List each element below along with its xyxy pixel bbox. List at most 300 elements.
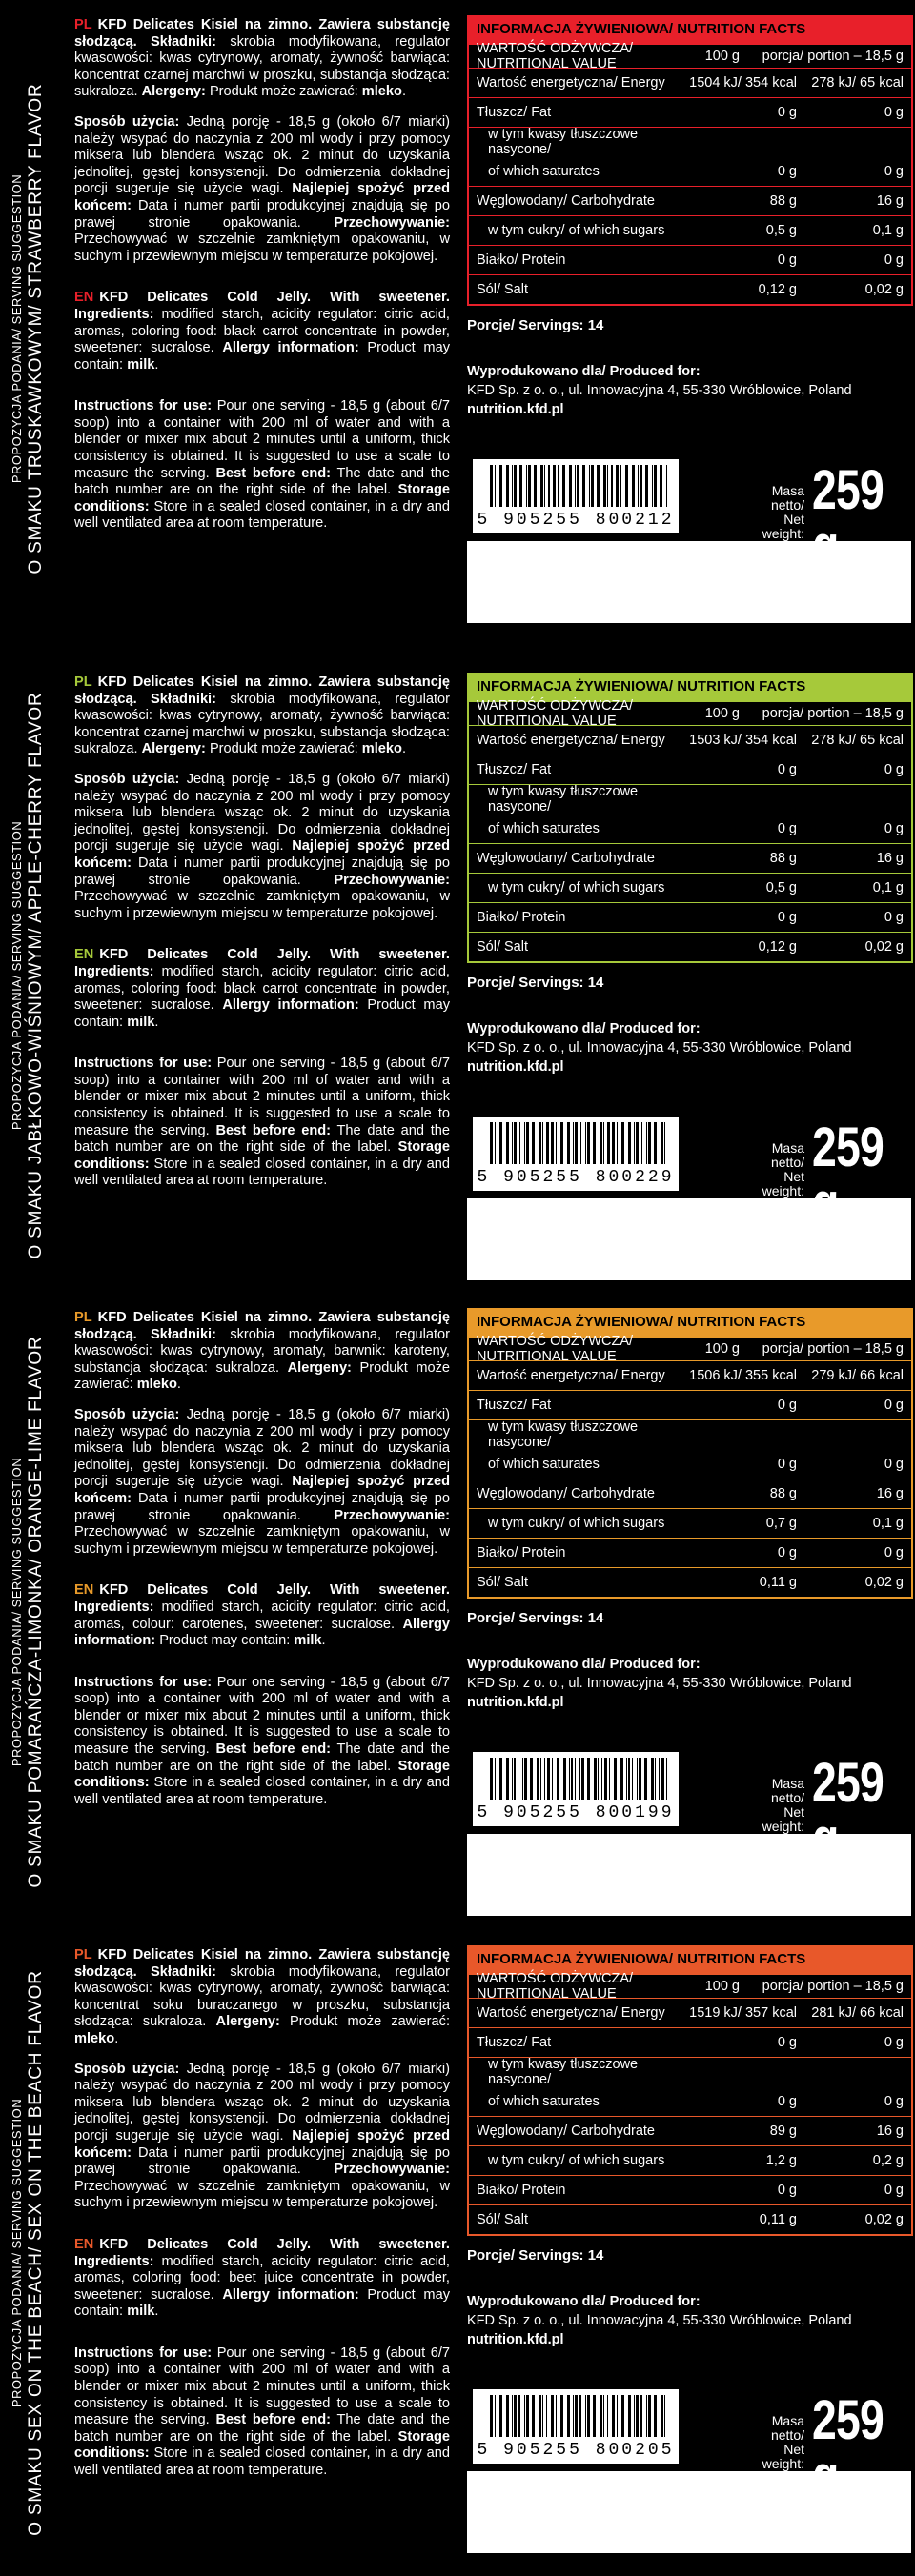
en-best-before-text: The date and the batch number are on the right side of the label. [74,1122,450,1156]
pl-language-tag: PL [74,17,92,32]
en-ingredients-text: modified starch, acidity regulator: citric acid, aromas, coloring food: beet juice concentrate in powder, sweetener: sucralose. [74,2253,450,2303]
pl-best-before-label: Najlepiej spożyć przed końcem: [74,1474,451,1506]
pl-product-name: KFD Delicates Kisiel na zimno. Zawiera substancję słodzącą. Składniki: [74,1947,450,1980]
barcode-bar [519,465,522,507]
barcode-bar [539,1122,541,1164]
value-per-100g: 88 g [769,1486,797,1501]
value-per-100g: 0 g [777,2035,797,2050]
producer-website: nutrition.kfd.pl [467,1059,564,1075]
nutrition-column [467,673,911,1198]
barcode-bar [644,1758,647,1800]
header-per-100g: 100 g [704,1979,740,1994]
value-per-100g: 88 g [769,193,797,209]
value-per-portion: 0,02 g [864,939,904,955]
header-per-portion: porcja/ portion – 18,5 g [762,1341,904,1357]
nutrient-name: w tym kwasy tłuszczowe nasycone/ [488,784,639,815]
barcode-bar [547,1758,550,1800]
barcode [473,459,679,533]
pl-usage-text: Jedną porcję - 18,5 g (około 6/7 miarki) należy wsypać do naczynia z 200 ml wody i przy pomocy miksera lub blendera wsząc ok. 2 minut do uzyskania jednolitej, gęstej konsystencji. Do odmierzenia dokładnej porcji sugeruje się użycie wagi. [74,771,450,855]
barcode-number: 5 905255 800212 [477,511,675,530]
producer-website: nutrition.kfd.pl [467,2332,564,2347]
nutrient-name: of which saturates [488,821,600,836]
pl-usage-text: Jedną porcję - 18,5 g (około 6/7 miarki) należy wsypać do naczynia z 200 ml wody i przy pomocy miksera lub blendera wsząc ok. 2 minut do uzyskania jednolitej, gęstej konsystencji. Do odmierzenia dokładnej porcji sugeruje się użycie wagi. [74,2061,450,2143]
nutrition-column [467,1308,911,1834]
flavor-name: O SMAKU SEX ON THE BEACH/ SEX ON THE BEACH FLAVOR [26,1970,47,2536]
nutrient-name: Sól/ Salt [477,2212,528,2227]
nutrient-name: Wartość energetyczna/ Energy [477,1368,665,1383]
serving-suggestion-text: PROPOZYCJA PODANIA/ SERVING SUGGESTION [10,173,24,484]
nutrition-row [469,1449,911,1479]
barcode-bar [660,465,662,507]
produced-for-title: Wyprodukowano dla/ Produced for: [467,2294,701,2309]
barcode-bar [514,1758,516,1800]
barcode-bar [552,1758,553,1800]
value-per-portion: 0 g [884,762,904,777]
servings-count: Porcje/ Servings: 14 [467,1610,604,1626]
barcode-bar [661,1758,664,1800]
barcode-bar [579,2395,581,2437]
value-per-portion: 16 g [876,851,904,866]
en-storage-text: Store in a sealed closed container, in a dry and well ventilated area at room temperature. [74,1775,450,1807]
value-per-100g: 1,2 g [765,2153,797,2168]
barcode-bar [626,1758,627,1800]
nutrient-name: Sól/ Salt [477,282,528,297]
en-usage-label: Instructions for use: [74,1674,213,1690]
pl-storage-text: Przechowywać w szczelnie zamkniętym opakowaniu, w suchym i przewiewnym miejscu w temperaturze pokojowej. [74,231,450,264]
pl-ingredients-paragraph: PL KFD Delicates Kisiel na zimno. Zawiera substancję słodzącą. Składniki: skrobia modyfikowana, regulator kwasowości: kwas cytrynowy, aromaty, żywność barwiąca: koncentrat soku buraczanego w proszku, substancja słodząca: sukraloza. Alergeny: Produkt może zawierać: mleko. [74,1947,450,2046]
pl-ingredients-text: skrobia modyfikowana, regulator kwasowości: kwas cytrynowy, aromaty, żywność barwiąca: koncentrat czarnej marchwi w proszku, substancja słodząca: sukraloza. [74,691,450,757]
header-per-portion: porcja/ portion – 18,5 g [762,706,904,721]
nutrition-row [469,902,911,932]
barcode-bar [603,1122,604,1164]
nutrition-table-title: INFORMACJA ŻYWIENIOWA/ NUTRITION FACTS [469,1310,911,1337]
en-allergy-text: Product may contain: [74,997,451,1030]
en-ingredients-paragraph: EN KFD Delicates Cold Jelly. With sweetener. Ingredients: modified starch, acidity regulator: citric acid, aromas, colour: carotenes, sweetener: sucralose. Allergy information: Product may contain: milk. [74,1582,450,1649]
value-per-100g: 0,11 g [759,2212,797,2227]
value-per-100g: 0 g [777,105,797,120]
en-storage-text: Store in a sealed closed container, in a dry and well ventilated area at room temperature. [74,1156,450,1189]
value-per-100g: 0 g [777,252,797,268]
barcode-bar [495,465,496,507]
batch-date-box [467,541,911,623]
produced-for-title: Wyprodukowano dla/ Produced for: [467,364,701,379]
nutrient-name: Tłuszcz/ Fat [477,105,552,120]
nutrient-name: Węglowodany/ Carbohydrate [477,1486,655,1501]
en-allergy-label: Allergy information: [222,2286,359,2303]
nutrition-table [467,1308,913,1599]
barcode-bar [528,465,531,507]
nutrition-row [469,2175,911,2204]
barcode-bar [654,1122,657,1164]
barcode-bar [640,465,642,507]
pl-allergy-item: mleko [361,741,402,757]
en-product-name: KFD Delicates Cold Jelly. With sweetener. Ingredients: [74,947,450,979]
nutrient-name: Tłuszcz/ Fat [477,1398,552,1413]
barcode [473,1752,679,1826]
ingredients-column [74,674,450,1203]
en-ingredients-paragraph: EN KFD Delicates Cold Jelly. With sweetener. Ingredients: modified starch, acidity regulator: citric acid, aromas, coloring food: black carrot concentrate in powder, sweetener: sucralose. Allergy information: Product may contain: milk. [74,947,451,1030]
nutrition-table-title: INFORMACJA ŻYWIENIOWA/ NUTRITION FACTS [469,1947,911,1974]
barcode-bars [490,1122,667,1164]
net-weight-value: 259 [812,459,884,521]
barcode-bar [512,2395,513,2437]
nutrient-name: Wartość energetyczna/ Energy [477,75,665,91]
en-best-before-label: Best before end: [215,1741,332,1758]
barcode-bar [575,1122,578,1164]
barcode-bar [546,1122,549,1164]
pl-storage-label: Przechowywanie: [334,872,450,888]
flavor-label-panel [0,1930,915,2576]
barcode-bar [637,1758,638,1800]
barcode-bar [600,2395,602,2437]
barcode-bar [664,2395,665,2437]
value-per-portion: 0,1 g [872,223,904,238]
value-per-100g: 0,12 g [758,282,797,297]
pl-allergy-label: Alergeny: [215,2014,280,2030]
barcode-bar [611,465,613,507]
en-usage-label: Instructions for use: [74,2345,213,2361]
value-per-100g: 0,5 g [765,880,797,896]
pl-allergy-label: Alergeny: [287,1359,352,1376]
en-allergy-item: milk [127,1014,155,1030]
pl-storage-label: Przechowywanie: [334,1507,450,1523]
barcode-bar [603,465,606,507]
barcode-bar [577,465,580,507]
pl-best-before-text: Data i numer partii produkcyjnej znajdują się po prawej stronie opakowania. [74,1490,450,1523]
value-per-portion: 0 g [884,164,904,179]
nutrition-row [469,245,911,274]
barcode-bar [620,1758,623,1800]
barcode-bars [490,1758,667,1800]
net-weight-label-en: Net weight: [762,512,804,541]
value-per-portion: 0 g [884,910,904,925]
barcode-bar [634,1122,635,1164]
barcode-bar [575,1758,576,1800]
pl-usage-text: Jedną porcję - 18,5 g (około 6/7 miarki) należy wsypać do naczynia z 200 ml wody i przy pomocy miksera lub blendera wsząc ok. 2 minut do uzyskania jednolitej, gęstej konsystencji. Do odmierzenia dokładnej porcji sugeruje się użycie wagi. [74,113,450,197]
pl-ingredients-text: skrobia modyfikowana, regulator kwasowości: kwas cytrynowy, aromaty, żywność barwiąca: koncentrat czarnej marchwi w proszku, substancja słodząca: sukraloza. [74,33,450,100]
barcode-bar [575,465,576,507]
barcode-bar [499,2395,502,2437]
header-nutritional-value: WARTOŚĆ ODŻYWCZA/ NUTRITIONAL VALUE [477,1971,634,2002]
value-per-portion: 0,02 g [864,2212,904,2227]
value-per-100g: 0,7 g [765,1516,797,1531]
barcode-bar [614,1758,617,1800]
flavor-name: O SMAKU JABŁKOWO-WIŚNIOWYM/ APPLE-CHERRY FLAVOR [26,691,47,1259]
barcode-bar [648,1122,651,1164]
nutrition-row [469,814,911,843]
barcode-bar [532,1122,535,1164]
pl-ingredients-paragraph: PL KFD Delicates Kisiel na zimno. Zawiera substancję słodzącą. Składniki: skrobia modyfikowana, regulator kwasowości: kwas cytrynowy, aromaty, barwnik: karoteny, substancja słodząca: sukraloza. Alergeny: Produkt może zawierać: mleko. [74,1310,451,1393]
nutrition-row [469,2086,911,2116]
barcode-bar [575,2395,578,2437]
en-storage-label: Storage conditions: [74,1139,450,1172]
value-per-100g: 1503 kJ/ 354 kcal [689,733,797,748]
header-per-100g: 100 g [704,49,740,64]
nutrition-table-body [469,1998,911,2234]
nutrient-name: of which saturates [488,2094,600,2109]
pl-storage-text: Przechowywać w szczelnie zamkniętym opakowaniu, w suchym i przewiewnym miejscu w temperaturze pokojowej. [74,1524,450,1557]
value-per-portion: 0 g [884,821,904,836]
pl-best-before-label: Najlepiej spożyć przed końcem: [74,838,451,871]
producer-address: KFD Sp. z o. o., ul. Innowacyjna 4, 55-330 Wróblowice, Poland [467,1676,852,1691]
barcode-bar [607,2395,608,2437]
en-language-tag: EN [74,1582,94,1599]
nutrition-row [469,725,911,755]
pl-usage-paragraph [74,1407,450,1558]
barcode-bar [625,465,628,507]
barcode-bar [562,465,565,507]
produced-for [467,1019,911,1077]
value-per-100g: 0 g [777,1457,797,1472]
barcode-bar [526,1122,529,1164]
nutrition-table-title: INFORMACJA ŻYWIENIOWA/ NUTRITION FACTS [469,17,911,44]
barcode-bar [560,1122,563,1164]
barcode-bar [506,1758,509,1800]
barcode-bar [558,465,559,507]
barcode-bar [556,2395,557,2437]
nutrition-table-title: INFORMACJA ŻYWIENIOWA/ NUTRITION FACTS [469,674,911,701]
nutrient-name: Tłuszcz/ Fat [477,762,552,777]
value-per-100g: 0 g [777,1398,797,1413]
barcode-number: 5 905255 800205 [477,2441,675,2460]
nutrient-name: w tym cukry/ of which sugars [488,223,665,238]
barcode-bar [526,2395,529,2437]
pl-ingredients-paragraph: PL KFD Delicates Kisiel na zimno. Zawiera substancję słodzącą. Składniki: skrobia modyfikowana, regulator kwasowości: kwas cytrynowy, aromaty, żywność barwiąca: koncentrat czarnej marchwi w proszku, substancja słodząca: sukraloza. Alergeny: Produkt może zawierać: mleko. [74,674,450,757]
flavor-name: O SMAKU POMARAŃCZA-LIMONKA/ ORANGE-LIME FLAVOR [26,1335,47,1888]
value-per-portion: 281 kJ/ 66 kcal [811,2005,904,2021]
barcode-bar [514,1122,517,1164]
flavor-label-panel [0,0,915,657]
en-usage-paragraph [74,398,450,533]
barcode-bar [655,1758,656,1800]
barcode-bar [490,1122,493,1164]
en-ingredients-paragraph: EN KFD Delicates Cold Jelly. With sweetener. Ingredients: modified starch, acidity regulator: citric acid, aromas, coloring food: beet juice concentrate in powder, sweetener: sucralose. Allergy information: Product may contain: milk. [74,2236,451,2320]
barcode [473,1117,679,1191]
side-banner [0,0,57,657]
barcode-bar [499,1758,502,1800]
en-storage-text: Store in a sealed closed container, in a dry and well ventilated area at room temperature. [74,498,450,532]
barcode-bar [524,1122,525,1164]
side-banner [0,657,57,1293]
nutrition-row [469,68,911,97]
barcode-bar [603,2395,604,2437]
barcode-bar [607,1122,610,1164]
pl-usage-label: Sposób użycia: [74,1406,180,1422]
value-per-100g: 0 g [777,164,797,179]
pl-best-before-text: Data i numer partii produkcyjnej znajdują się po prawej stronie opakowania. [74,2144,450,2178]
barcode-bars [490,2395,667,2437]
header-per-portion: porcja/ portion – 18,5 g [762,49,904,64]
value-per-portion: 0,1 g [872,880,904,896]
barcode-bar [495,1758,496,1800]
barcode-bar [512,1758,513,1800]
barcode-bar [546,2395,547,2437]
en-language-tag: EN [74,2236,94,2252]
flavor-label-panel [0,1293,915,1930]
en-language-tag: EN [74,290,94,306]
net-weight-label [743,1141,804,1198]
value-per-100g: 1504 kJ/ 354 kcal [689,75,797,91]
produced-for-title: Wyprodukowano dla/ Produced for: [467,1657,701,1672]
pl-allergy-item: mleko [136,1377,177,1393]
barcode-bar [506,2395,509,2437]
value-per-100g: 88 g [769,851,797,866]
barcode-bar [548,465,550,507]
value-per-portion: 0 g [884,2035,904,2050]
net-weight-label [743,2414,804,2471]
barcode-bar [567,2395,570,2437]
serving-suggestion-text: PROPOZYCJA PODANIA/ SERVING SUGGESTION [10,820,24,1130]
batch-date-box [467,1834,911,1916]
barcode-bar [589,465,590,507]
ingredients-column [74,17,450,546]
nutrition-row [469,843,911,873]
en-ingredients-paragraph: EN KFD Delicates Cold Jelly. With sweetener. Ingredients: modified starch, acidity regulator: citric acid, aromas, coloring food: black carrot concentrate in powder, sweetener: sucralose. Allergy information: Product may contain: milk. [74,290,451,372]
barcode-bar [518,2395,520,2437]
barcode-bar [581,1758,584,1800]
net-weight-label [743,484,804,541]
en-allergy-item: milk [127,356,155,372]
barcode-bar [542,2395,543,2437]
en-storage-label: Storage conditions: [74,1758,450,1791]
en-usage-paragraph [74,2345,450,2480]
nutrition-column [467,1945,911,2471]
en-usage-text: Pour one serving - 18,5 g (about 6/7 soop) into a container with 200 ml of water and with a blender or mixer mix about 2 minutes until a uniform, thick consistency is obtained. It is suggested to use a scale to measure the serving. [74,1056,450,1138]
barcode-bar [617,2395,618,2437]
net-weight-label [743,1777,804,1834]
producer-address: KFD Sp. z o. o., ul. Innowacyjna 4, 55-330 Wróblowice, Poland [467,383,852,398]
barcode-bar [499,465,502,507]
pl-allergy-label: Alergeny: [141,84,206,100]
barcode-bar [540,465,543,507]
barcode-bar [651,1758,654,1800]
nutrient-name: Wartość energetyczna/ Energy [477,2005,665,2021]
nutrition-row [469,1479,911,1508]
nutrition-table [467,673,913,963]
barcode-bar [490,2395,493,2437]
en-usage-text: Pour one serving - 18,5 g (about 6/7 soop) into a container with 200 ml of water and with a blender or mixer mix about 2 minutes until a uniform, thick consistency is obtained. It is suggested to use a scale to measure the serving. [74,398,450,481]
barcode-bar [514,465,517,507]
nutrient-name: of which saturates [488,1457,600,1472]
servings-count: Porcje/ Servings: 14 [467,317,604,333]
flavor-label-panel [0,657,915,1293]
nutrition-table-header [469,1971,911,2002]
barcode-bar [639,1758,641,1800]
pl-language-tag: PL [74,1947,92,1962]
nutrition-row [469,932,911,961]
barcode-bar [526,465,527,507]
pl-usage-text: Jedną porcję - 18,5 g (około 6/7 miarki) należy wsypać do naczynia z 200 ml wody i przy pomocy miksera lub blendera wsząc ok. 2 minut do uzyskania jednolitej, gęstej konsystencji. Do odmierzenia dokładnej porcji sugeruje się użycie wagi. [74,1406,450,1490]
nutrition-row [469,215,911,245]
produced-for [467,2292,911,2349]
value-per-portion: 0,02 g [864,1575,904,1590]
barcode-bar [557,1758,559,1800]
pl-storage-label: Przechowywanie: [334,2162,450,2178]
nutrient-name: Białko/ Protein [477,910,566,925]
nutrient-name: Białko/ Protein [477,1545,566,1560]
barcode-bar [648,2395,651,2437]
nutrition-row [469,274,911,304]
barcode-bar [587,1122,590,1164]
value-per-portion: 16 g [876,2123,904,2139]
net-weight-value: 259 [812,1117,884,1178]
nutrient-name: w tym cukry/ of which sugars [488,1516,665,1531]
en-allergy-item: milk [294,1633,322,1649]
nutrition-table [467,15,913,306]
side-banner [0,1930,57,2576]
en-best-before-label: Best before end: [215,2412,332,2428]
nutrition-row [469,1360,911,1390]
en-usage-label: Instructions for use: [74,1056,213,1072]
barcode-bar [580,1122,581,1164]
header-per-100g: 100 g [704,706,740,721]
nutrient-name: Węglowodany/ Carbohydrate [477,851,655,866]
pl-allergy-text: Produkt może zawierać: [290,2014,450,2030]
header-nutritional-value: WARTOŚĆ ODŻYWCZA/ NUTRITIONAL VALUE [477,698,634,729]
nutrition-row [469,186,911,215]
net-weight-label-en: Net weight: [762,2442,804,2471]
barcode-bar [495,2395,496,2437]
barcode-bar [512,465,513,507]
pl-language-tag: PL [74,1310,92,1325]
value-per-100g: 1519 kJ/ 357 kcal [689,2005,797,2021]
value-per-portion: 0 g [884,105,904,120]
barcode-bar [532,2395,535,2437]
net-weight-label-pl: Masa netto/ [770,1776,804,1805]
barcode-bar [512,1122,513,1164]
pl-usage-paragraph [74,772,450,922]
value-per-portion: 0,1 g [872,1516,904,1531]
barcode-bar [542,1122,543,1164]
value-per-100g: 0 g [777,2183,797,2198]
barcode-bar [551,2395,554,2437]
barcode-bar [587,1758,590,1800]
barcode-bar [646,1122,647,1164]
barcode-bar [573,1122,574,1164]
pl-best-before-text: Data i numer partii produkcyjnej znajdują się po prawej stronie opakowania. [74,855,450,888]
barcode-bar [571,1758,573,1800]
nutrient-name: w tym kwasy tłuszczowe nasycone/ [488,127,639,157]
value-per-100g: 0 g [777,910,797,925]
barcode-bar [522,1758,523,1800]
barcode-bar [495,1122,496,1164]
pl-best-before-label: Najlepiej spożyć przed końcem: [74,2127,451,2161]
nutrition-row [469,1390,911,1419]
nutrition-row [469,873,911,902]
pl-ingredients-paragraph: PL KFD Delicates Kisiel na zimno. Zawiera substancję słodzącą. Składniki: skrobia modyfikowana, regulator kwasowości: kwas cytrynowy, aromaty, żywność barwiąca: koncentrat czarnej marchwi w proszku, substancja słodząca: sukraloza. Alergeny: Produkt może zawierać: mleko. [74,17,450,100]
net-weight-label-en: Net weight: [762,1169,804,1198]
barcode-bar [593,2395,596,2437]
value-per-100g: 0 g [777,2094,797,2109]
barcode-bar [569,465,572,507]
barcode-bar [601,1758,602,1800]
barcode-bar [634,2395,635,2437]
barcode-bar [632,465,635,507]
barcode-bar [640,2395,642,2437]
en-ingredients-text: modified starch, acidity regulator: citric acid, aromas, coloring food: black carrot concentrate in powder, sweetener: sucralose. [74,306,450,356]
pl-usage-paragraph [74,114,450,265]
barcode-number: 5 905255 800229 [477,1168,675,1187]
barcode-bar [607,465,608,507]
barcode-bar [597,465,600,507]
net-weight-label-pl: Masa netto/ [770,1140,804,1170]
barcode-bar [638,465,639,507]
servings-count: Porcje/ Servings: 14 [467,2247,604,2264]
barcode-bar [514,2395,517,2437]
barcode-bar [539,2395,541,2437]
en-storage-text: Store in a sealed closed container, in a dry and well ventilated area at room temperature. [74,2445,450,2479]
pl-allergy-item: mleko [361,84,402,100]
